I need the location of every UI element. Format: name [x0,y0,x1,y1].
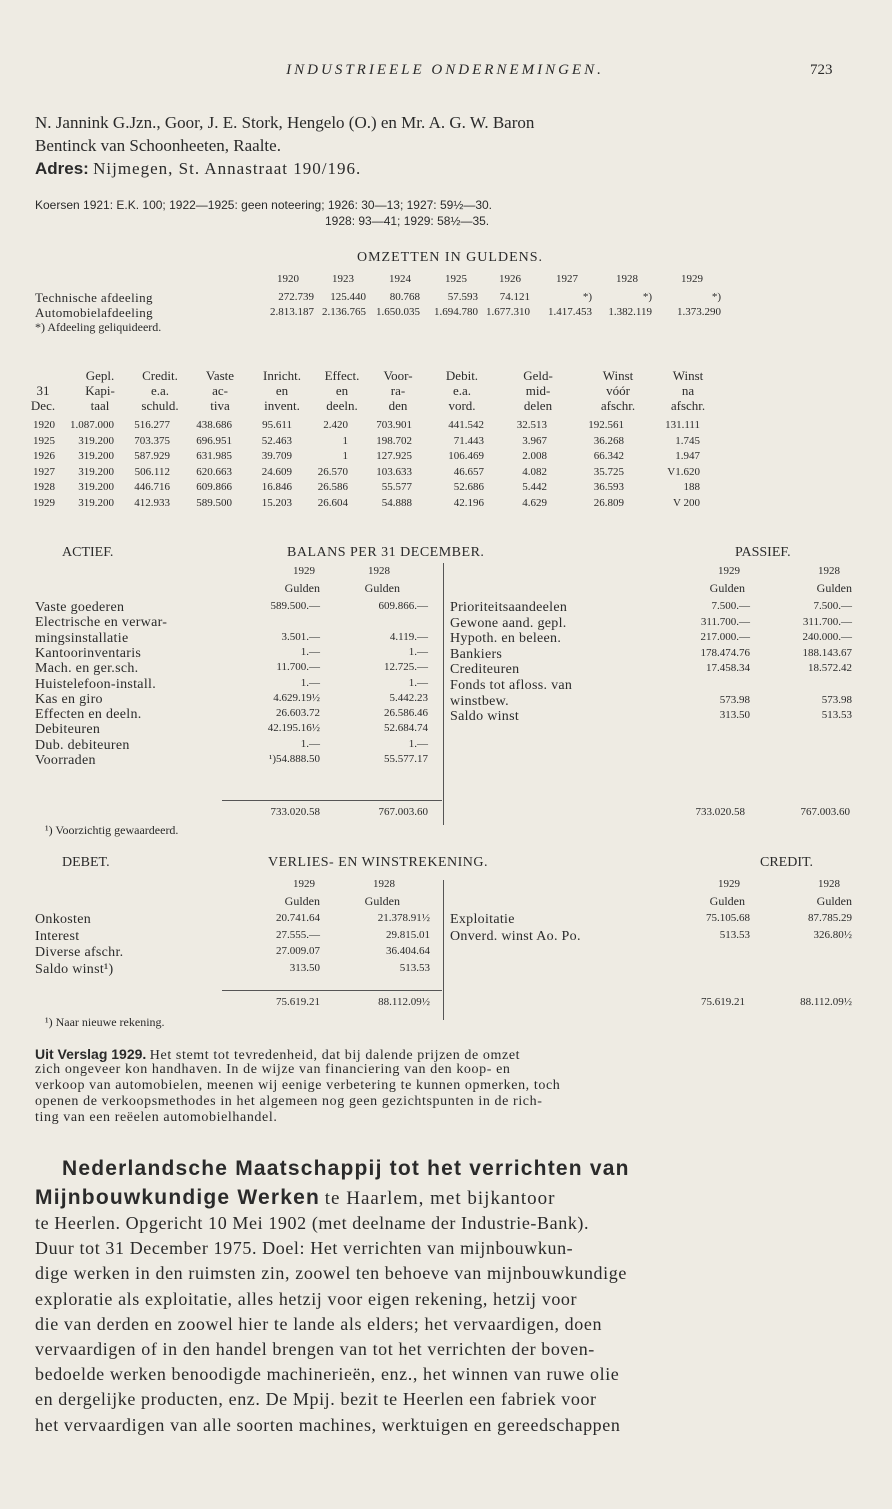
omzetten-year: 1925 [445,273,467,285]
kapitaal-cell: 1 [342,450,348,462]
kapitaal-cell: 36.268 [593,434,624,447]
omzetten-row-label: Automobielafdeeling [35,305,154,320]
kapitaal-cell: 52.463 [261,434,292,447]
kapitaal-cell: 24.609 [261,465,292,478]
kapitaal-cell: 319.200 [78,450,114,462]
debet-item-label: Diverse afschr. [35,945,124,960]
credit-item-1928: 326.80½ [813,928,852,941]
company-line: Duur tot 31 December 1975. Doel: Het verrichten van mijnbouwkun- [35,1238,574,1259]
credit-item-label: Onverd. winst Ao. Po. [450,928,581,944]
actief-item-1928: 1.— [408,645,428,658]
kapitaal-header: en [275,383,289,398]
kapitaal-cell: 52.686 [453,481,484,493]
company-line: bedoelde werken benoodigde machinerieën, enz., het winnen van ruwe olie [35,1364,620,1385]
actief-item-label: Effecten en deeln. [35,707,142,723]
kapitaal-cell: 55.577 [381,481,412,493]
actief-item-1928: 26.586.46 [384,707,428,720]
omzetten-value: 74.121 [499,291,530,303]
verslag-line: zich ongeveer kon handhaven. In de wijze van financiering van den koop- en [35,1062,511,1077]
kapitaal-cell: 192.561 [588,419,624,431]
passief-title: PASSIEF. [735,545,791,560]
debet-item-1928: 21.378.91½ [377,912,430,924]
kapitaal-year: 1925 [33,434,55,447]
verlies-divider [443,880,444,1020]
address-label: Adres: [35,159,89,178]
kapitaal-cell: 2.008 [522,450,547,462]
debet-item-1929: 27.555.— [276,928,320,941]
kapitaal-header: afschr. [670,398,706,413]
actief-item-1928: 609.866.— [378,600,428,612]
debet-item-label: Interest [35,928,80,944]
kapitaal-cell: 2.420 [323,419,348,431]
kapitaal-header: Gepl. [85,368,115,383]
company-line: en dergelijke producten, enz. De Mpij. bezit te Heerlen een fabriek voor [35,1389,597,1410]
omzetten-year: 1923 [332,273,354,285]
passief-item-label: Hypoth. en beleen. [450,631,562,647]
verslag-line: openen de verkoopsmethodes in het algemeen nog geen gezichtspunten in de rich- [35,1094,543,1109]
balans-total-passief-a: 733.020.58 [695,806,745,818]
kapitaal-cell: 127.925 [376,450,412,462]
actief-item-label: Kantoorinventaris [35,645,142,661]
kapitaal-cell: V 200 [673,496,700,509]
omzetten-year: 1926 [499,273,521,285]
kapitaal-cell: 131.111 [665,419,700,431]
balans-passief-unit-b: Gulden [816,581,852,595]
verlies-total-a: 75.619.21 [276,996,320,1008]
kapitaal-header: na [681,383,695,398]
kapitaal-cell: 589.500 [196,496,232,509]
debet-item-1929: 313.50 [289,961,320,974]
kapitaal-cell: 71.443 [453,434,484,447]
kapitaal-cell: 39.709 [261,450,292,462]
omzetten-title: OMZETTEN IN GULDENS. [356,250,544,265]
kapitaal-header: Debit. [445,368,479,383]
kapitaal-cell: 36.593 [593,481,624,493]
company-title-line-2 [35,1186,556,1210]
balans-total-b: 767.003.60 [378,806,428,818]
kapitaal-cell: 506.112 [134,465,170,478]
kapitaal-year: 1926 [33,450,55,462]
omzetten-value: 1.417.453 [548,306,592,318]
actief-item-label: Electrische en verwar- [35,615,168,631]
kapitaal-header: deeln. [326,398,358,413]
kapitaal-cell: 412.933 [134,496,170,509]
verlies-title: VERLIES- EN WINSTREKENING. [268,855,488,870]
omzetten-value: *) [582,291,592,303]
actief-title: ACTIEF. [62,545,114,560]
actief-item-1928: 5.442.23 [389,691,428,704]
verlies-debet-unit-b: Gulden [364,894,400,908]
balans-total-passief-b: 767.003.60 [800,806,850,818]
omzetten-value: 1.373.290 [677,306,721,318]
kapitaal-cell: 4.082 [522,465,547,478]
omzetten-value: 57.593 [447,291,478,303]
passief-item-label: Gewone aand. gepl. [450,615,567,631]
omzetten-year: 1928 [616,273,638,285]
kapitaal-header: tiva [210,398,230,413]
kapitaal-header: Winst [672,368,704,383]
actief-item-label: Dub. debiteuren [35,737,130,753]
actief-item-label: Voorraden [35,753,96,768]
company-line: te Heerlen. Opgericht 10 Mei 1902 (met deelname der Industrie-Bank). [35,1213,590,1233]
kapitaal-cell: 319.200 [78,496,114,509]
credit-item-1928: 87.785.29 [808,912,852,924]
kapitaal-cell: 587.929 [134,450,170,462]
koersen-line-1: Koersen 1921: E.K. 100; 1922—1925: geen noteering; 1926: 30—13; 1927: 59½—30. [35,198,493,212]
kapitaal-cell: 703.901 [376,419,412,431]
verlies-footnote: ¹) Naar nieuwe rekening. [45,1015,165,1029]
kapitaal-cell: 609.866 [196,481,232,493]
kapitaal-cell: 441.542 [448,419,484,431]
verlies-debet-year-b: 1928 [373,878,395,890]
kapitaal-header: taal [90,398,110,413]
kapitaal-year: 1920 [33,419,55,431]
omzetten-value: 2.136.765 [322,306,366,318]
actief-item-1929: ¹)54.888.50 [269,753,320,765]
kapitaal-cell: 26.570 [317,465,348,478]
balans-total-rule [222,800,442,801]
passief-item-1928: 7.500.— [813,600,852,612]
company-line: vervaardigen of in den handel brengen van tot het verrichten der boven- [35,1339,595,1359]
actief-item-label: Debiteuren [35,722,101,738]
omzetten-footnote: *) Afdeeling geliquideerd. [35,320,162,334]
verslag-line-0-text: Het stemt tot tevredenheid, dat bij dalende prijzen de omzet [149,1048,521,1063]
kapitaal-cell: 319.200 [78,465,114,478]
kapitaal-cell: 696.951 [196,434,232,447]
kapitaal-cell: 3.967 [522,434,547,447]
intro-line-1: N. Jannink G.Jzn., Goor, J. E. Stork, Hengelo (O.) en Mr. A. G. W. Baron [35,113,535,132]
kapitaal-header: Kapi- [85,383,115,398]
credit-title: CREDIT. [760,855,814,870]
omzetten-year: 1927 [556,273,578,285]
balans-footnote: ¹) Voorzichtig gewaardeerd. [45,823,179,837]
kapitaal-cell: 188 [683,481,700,493]
actief-item-1929: 3.501.— [281,630,320,643]
kapitaal-header: mid- [525,383,551,398]
passief-item-1929: 313.50 [719,709,750,722]
kapitaal-cell: 1.947 [675,450,700,462]
kapitaal-header: e.a. [452,383,472,398]
balans-total-a: 733.020.58 [270,806,320,818]
kapitaal-cell: 42.196 [453,496,484,509]
kapitaal-cell: 703.375 [134,434,170,447]
kapitaal-header: invent. [264,398,300,413]
actief-item-1929: 589.500.— [270,600,320,612]
kapitaal-header: ac- [212,383,228,398]
company-line: die van derden en zoowel hier te lande als elders; het vervaardigen, doen [35,1313,603,1334]
kapitaal-cell: V1.620 [667,465,700,478]
kapitaal-header: ra- [390,383,406,398]
running-title: INDUSTRIEELE ONDERNEMINGEN. [286,62,604,78]
kapitaal-cell: 1.745 [675,434,700,447]
koersen-line-2: 1928: 93—41; 1929: 58½—35. [325,214,490,228]
actief-item-1929: 11.700.— [276,661,320,674]
omzetten-year: 1924 [389,273,411,285]
actief-item-1928: 55.577.17 [384,753,428,765]
kapitaal-cell: 46.657 [453,465,484,478]
company-title-line-1: Nederlandsche Maatschappij tot het verrichten van [62,1157,630,1180]
passief-item-1928: 573.98 [821,693,852,706]
balans-passief-unit-a: Gulden [709,581,745,595]
passief-item-label: Saldo winst [450,709,520,725]
address-line [35,159,361,179]
kapitaal-header: Voor- [383,368,413,383]
company-line: exploratie als exploitatie, alles hetzij voor eigen rekening, hetzij voor [35,1288,578,1309]
omzetten-value: 80.768 [389,291,420,303]
kapitaal-cell: 446.716 [134,481,170,493]
passief-item-1929: 7.500.— [711,600,750,612]
verlies-credit-year-a: 1929 [718,878,740,890]
kapitaal-year: 1927 [33,465,55,478]
kapitaal-header: Credit. [142,368,178,383]
balans-actief-unit-a: Gulden [284,581,320,595]
kapitaal-cell: 319.200 [78,481,114,493]
actief-item-1928: 1.— [408,676,428,689]
omzetten-value: 1.677.310 [486,306,530,318]
omzetten-value: 125.440 [330,291,366,303]
balans-divider [443,563,444,825]
kapitaal-header: e.a. [150,383,170,398]
passief-item-label: Prioriteitsaandeelen [450,600,568,615]
kapitaal-cell: 54.888 [381,496,412,509]
kapitaal-cell: 26.809 [593,496,624,509]
actief-item-1929: 26.603.72 [276,707,320,720]
kapitaal-header: Inricht. [263,368,301,383]
passief-item-1928: 240.000.— [802,631,852,644]
kapitaal-cell: 4.629 [522,496,547,509]
kapitaal-header: Vaste [205,368,235,383]
balans-passief-year-b: 1928 [818,565,840,577]
actief-item-1928: 4.119.— [389,630,428,643]
actief-item-1929: 4.629.19½ [273,691,320,704]
actief-item-1928: 1.— [408,737,428,750]
omzetten-value: 1.382.119 [608,306,652,318]
kapitaal-year: 1929 [33,496,55,509]
passief-item-1929: 311.700.— [700,615,750,628]
kapitaal-cell: 26.586 [317,481,348,493]
kapitaal-cell: 198.702 [376,434,412,447]
actief-item-label: Huistelefoon-install. [35,676,156,692]
kapitaal-year: 1928 [33,481,55,493]
kapitaal-cell: 631.985 [196,450,232,462]
passief-item-1929: 17.458.34 [706,662,750,675]
passief-item-1928: 18.572.42 [808,662,852,675]
address-value: Nijmegen, St. Annastraat 190/196. [93,159,362,178]
debet-item-1929: 20.741.64 [276,912,320,924]
balans-passief-year-a: 1929 [718,565,740,577]
verslag-line: verkoop van automobielen, meenen wij eenige verbetering te kunnen opmerken, toch [35,1078,561,1093]
kapitaal-header: vóór [606,383,630,398]
actief-item-1928: 12.725.— [384,661,428,674]
kapitaal-header: Winst [602,368,634,383]
omzetten-value: *) [711,291,721,303]
verlies-total-credit-a: 75.619.21 [701,996,745,1008]
kapitaal-cell: 16.846 [261,481,292,493]
verlies-debet-unit-a: Gulden [284,894,320,908]
kapitaal-header: den [388,398,408,413]
actief-item-1929: 1.— [300,737,320,750]
balans-actief-year-a: 1929 [293,565,315,577]
actief-item-1928: 52.684.74 [384,722,428,735]
actief-item-label: Mach. en ger.sch. [35,661,139,677]
kapitaal-cell: 620.663 [196,465,232,478]
kapitaal-header: Geld- [523,368,553,383]
passief-item-1928: 513.53 [821,709,852,722]
passief-item-1929: 217.000.— [700,631,750,644]
passief-item-label: winstbew. [450,693,509,709]
verlies-credit-unit-a: Gulden [709,894,745,908]
omzetten-value: 1.694.780 [434,306,478,318]
kapitaal-cell: 106.469 [448,450,484,462]
kapitaal-cell: 5.442 [522,481,547,493]
passief-item-1928: 188.143.67 [802,646,852,659]
debet-item-1928: 36.404.64 [386,945,430,957]
actief-item-label: Vaste goederen [35,600,125,615]
debet-item-1928: 513.53 [399,961,430,974]
verlies-total-rule [222,990,442,991]
credit-item-1929: 513.53 [719,928,750,941]
verlies-debet-year-a: 1929 [293,878,315,890]
actief-item-label: mingsinstallatie [35,630,129,646]
passief-item-label: Crediteuren [450,662,520,678]
kapitaal-header: schuld. [141,398,179,413]
company-line: het vervaardigen van alle soorten machines, werktuigen en gereedschappen [35,1414,621,1435]
kapitaal-header: 31 [36,383,50,398]
company-title-rest: te Haarlem, met bijkantoor [324,1188,556,1209]
passief-item-label: Fonds tot afloss. van [450,678,573,693]
kapitaal-cell: 1 [342,434,348,447]
kapitaal-cell: 32.513 [516,419,547,431]
kapitaal-header: Dec. [30,398,56,413]
verslag-line: ting van een reëelen automobielhandel. [35,1110,278,1125]
company-title-bold: Mijnbouwkundige Werken [35,1186,321,1209]
kapitaal-cell: 15.203 [261,496,292,509]
kapitaal-header: afschr. [600,398,636,413]
page-number: 723 [810,62,833,78]
debet-item-label: Saldo winst¹) [35,961,114,977]
kapitaal-header: Effect. [324,368,360,383]
kapitaal-header: delen [523,398,553,413]
debet-item-1928: 29.815.01 [386,928,430,941]
omzetten-value: 2.813.187 [270,306,314,318]
kapitaal-cell: 103.633 [376,465,412,478]
kapitaal-cell: 438.686 [196,419,232,431]
balans-actief-unit-b: Gulden [364,581,400,595]
verlies-credit-year-b: 1928 [818,878,840,890]
verlies-credit-unit-b: Gulden [816,894,852,908]
verlies-total-b: 88.112.09½ [378,996,430,1008]
kapitaal-cell: 319.200 [78,434,114,447]
balans-title: BALANS PER 31 DECEMBER. [287,545,485,560]
kapitaal-cell: 35.725 [593,465,624,478]
passief-item-1929: 178.474.76 [700,646,750,659]
balans-actief-year-b: 1928 [368,565,390,577]
omzetten-value: 272.739 [278,291,314,303]
passief-item-1928: 311.700.— [802,615,852,628]
intro-line-2: Bentinck van Schoonheeten, Raalte. [35,136,281,155]
omzetten-year: 1929 [681,273,703,285]
credit-item-label: Exploitatie [450,912,515,927]
kapitaal-cell: 516.277 [134,419,170,431]
omzetten-year: 1920 [277,273,299,285]
kapitaal-cell: 1.087.000 [70,419,114,431]
debet-item-1929: 27.009.07 [276,945,320,957]
omzetten-value: 1.650.035 [376,306,420,318]
kapitaal-cell: 95.611 [262,419,292,431]
omzetten-row-label: Technische afdeeling [35,290,153,305]
company-line: dige werken in den ruimsten zin, zoowel ten behoeve van mijnbouwkundige [35,1263,627,1284]
actief-item-1929: 42.195.16½ [267,722,320,735]
credit-item-1929: 75.105.68 [706,912,750,924]
actief-item-1929: 1.— [300,645,320,658]
debet-item-label: Onkosten [35,912,92,927]
kapitaal-cell: 26.604 [317,496,348,509]
kapitaal-header: vord. [448,398,476,413]
kapitaal-cell: 66.342 [593,450,624,462]
debet-title: DEBET. [62,855,110,870]
passief-item-1929: 573.98 [719,693,750,706]
actief-item-label: Kas en giro [35,691,103,707]
passief-item-label: Bankiers [450,646,503,662]
actief-item-1929: 1.— [300,676,320,689]
kapitaal-header: en [335,383,349,398]
verslag-label: Uit Verslag 1929. [35,1046,147,1062]
verlies-total-credit-b: 88.112.09½ [800,996,852,1008]
omzetten-value: *) [642,291,652,303]
